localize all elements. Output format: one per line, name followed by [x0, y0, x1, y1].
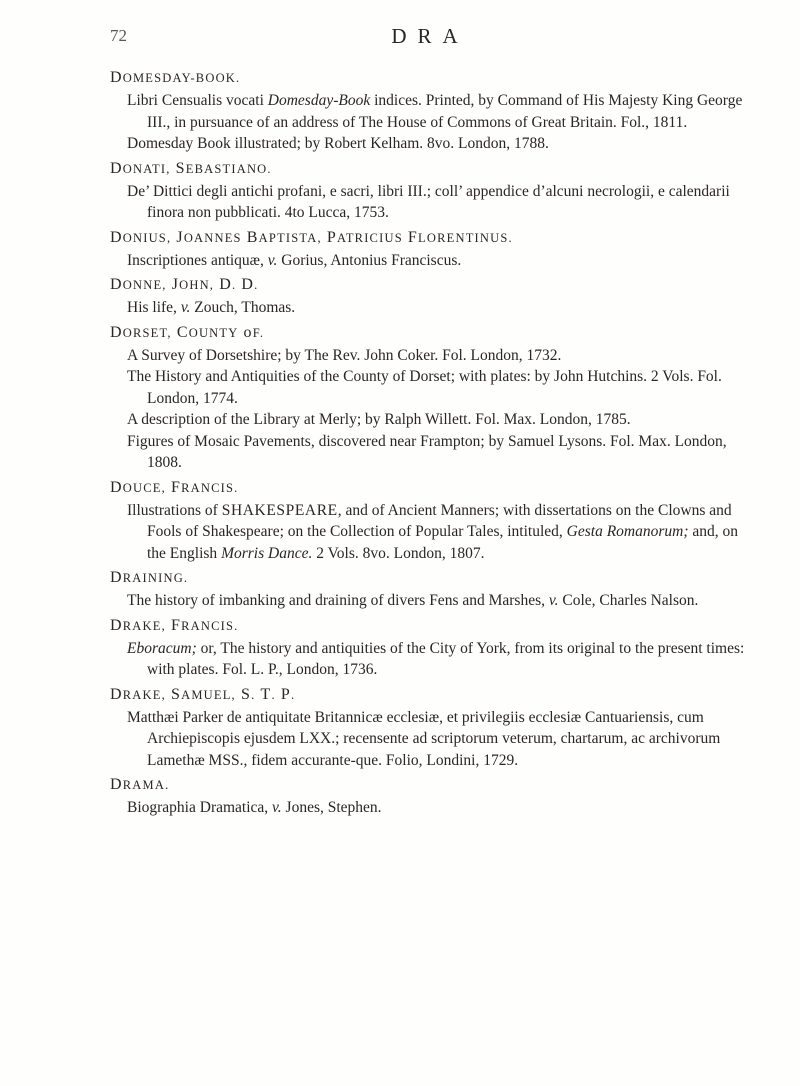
entry-item: Inscriptiones antiquæ, v. Gorius, Antonius Franciscus.: [127, 251, 462, 269]
entry-item: A description of the Library at Merly; by Ralph Willett. Fol. Max. London, 1785.: [127, 411, 631, 428]
index-entry: [110, 66, 750, 155]
index-entries: [110, 64, 750, 819]
entry-item: Eboracum; or, The history and antiquities of the City of York, from its original to the present times: with plates. Fol. L. P., London, 1736.: [127, 639, 745, 678]
entry-heading: DRAKE, FRANCIS.: [110, 616, 239, 634]
entry-item: Domesday Book illustrated; by Robert Kelham. 8vo. London, 1788.: [127, 135, 549, 152]
page-header: [110, 24, 710, 54]
index-entry: [110, 476, 750, 565]
index-entry: [110, 614, 750, 681]
entry-heading: DRAMA.: [110, 776, 170, 793]
index-entry: [110, 273, 750, 319]
entry-heading: DONATI, SEBASTIANO.: [110, 159, 272, 177]
index-entry: [110, 773, 750, 819]
index-entry: [110, 226, 750, 272]
entry-item: Libri Censualis vocati Domesday-Book indices. Printed, by Command of His Majesty King George III., in pursuance of an address of The House of Commons of Great Britain. Fol., 1811.: [127, 92, 743, 131]
entry-heading: DRAKE, SAMUEL, S. T. P.: [110, 685, 296, 703]
entry-item: Matthæi Parker de antiquitate Britannicæ ecclesiæ, et privilegiis ecclesiæ Cantuariensis, cum Archiepiscopis ejusdem LXX.; recensente ad scriptorum veterum, chartarum, ac archivorum Lamethæ MSS., fidem accurante-que. Folio, Londini, 1729.: [127, 708, 721, 769]
index-entry: [110, 683, 750, 772]
entry-item: The history of imbanking and draining of divers Fens and Marshes, v. Cole, Charles Nalson.: [127, 592, 699, 609]
entry-heading: DONNE, JOHN, D. D.: [110, 276, 259, 293]
entry-heading: DRAINING.: [110, 569, 189, 586]
entry-item: A Survey of Dorsetshire; by The Rev. John Coker. Fol. London, 1732.: [127, 346, 562, 364]
entry-item: The History and Antiquities of the County of Dorset; with plates: by John Hutchins. 2 Vols. Fol. London, 1774.: [127, 368, 722, 407]
entry-item: Illustrations of SHAKESPEARE, and of Ancient Manners; with dissertations on the Clowns and Fools of Shakespeare; on the Collection of Popular Tales, intituled, Gesta Romanorum; and, on the English Morris Dance. 2 Vols. 8vo. London, 1807.: [127, 501, 739, 562]
index-entry: [110, 566, 750, 612]
entry-heading: DORSET, COUNTY oF.: [110, 323, 265, 341]
entry-heading: DONIUS, JOANNES BAPTISTA, PATRICIUS FLORENTINUS.: [110, 228, 513, 246]
running-head: DRA: [391, 24, 469, 48]
page-number: 72: [110, 26, 127, 45]
entry-heading: DOUCE, FRANCIS.: [110, 478, 239, 496]
entry-item: His life, v. Zouch, Thomas.: [127, 299, 296, 316]
entry-heading: DOMESDAY-BOOK.: [110, 69, 241, 86]
index-entry: [110, 157, 750, 224]
entry-item: Biographia Dramatica, v. Jones, Stephen.: [127, 799, 382, 816]
entry-item: De’ Dittici degli antichi profani, e sacri, libri III.; coll’ appendice d’alcuni necrologii, e calendarii finora non pubblicati. 4to Lucca, 1753.: [127, 182, 730, 221]
index-entry: [110, 321, 750, 474]
entry-item: Figures of Mosaic Pavements, discovered near Frampton; by Samuel Lysons. Fol. Max. London, 1808.: [127, 432, 727, 471]
